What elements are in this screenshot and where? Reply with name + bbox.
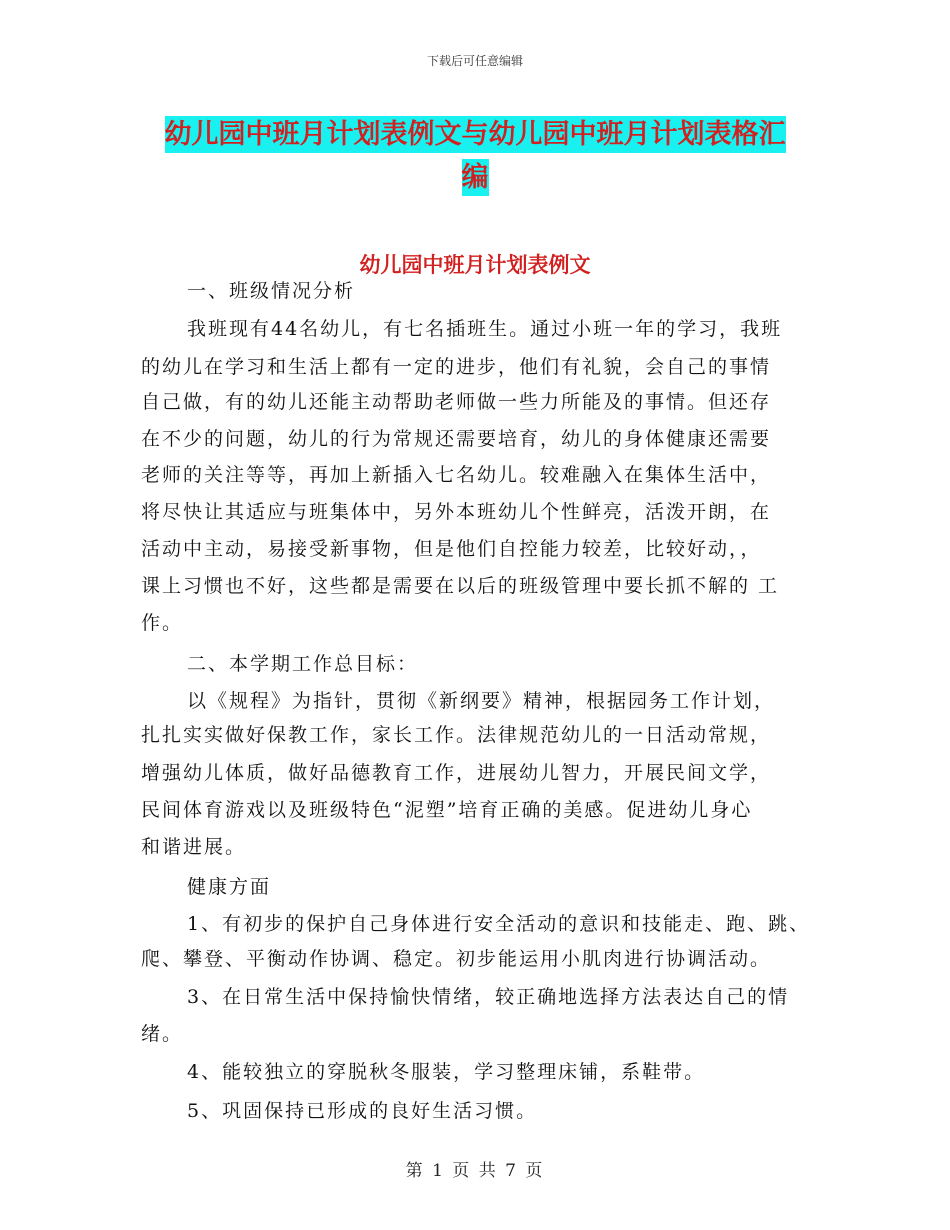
- paragraph-line: 老师的关注等等，再加上新插入七名幼儿。较难融入在集体生活中，: [141, 464, 772, 486]
- list-item: 4、能较独立的穿脱秋冬服装，学习整理床铺，系鞋带。: [187, 1061, 706, 1083]
- paragraph-line: 作。: [141, 612, 184, 634]
- page-header: 下载后可任意编辑: [426, 54, 523, 68]
- section-title: 幼儿园中班月计划表例文: [359, 253, 591, 277]
- subsection-heading: 健康方面: [187, 876, 272, 898]
- paragraph-line: 扎扎实实做好保教工作，家长工作。法律规范幼儿的一日活动常规，: [141, 724, 772, 746]
- paragraph-line: 和谐进展。: [141, 836, 247, 858]
- document-title-continued: [0, 155, 950, 194]
- paragraph-line: 课上习惯也不好，这些都是需要在以后的班级管理中要长抓不解的 工: [141, 575, 780, 597]
- list-item: 3、在日常生活中保持愉快情绪，较正确地选择方法表达自己的情: [187, 986, 790, 1008]
- list-item: 5、巩固保持已形成的良好生活习惯。: [187, 1100, 538, 1122]
- paragraph-line: 以《规程》为指针，贯彻《新纲要》精神，根据园务工作计划，: [187, 690, 776, 712]
- paragraph-line: 民间体育游戏以及班级特色“泥塑”培育正确的美感。促进幼儿身心: [141, 799, 753, 821]
- section-heading: 一、班级情况分析: [187, 280, 356, 302]
- paragraph-line: 的幼儿在学习和生活上都有一定的进步，他们有礼貌，会自己的事情: [141, 356, 772, 378]
- page-footer: 第 1 页 共 7 页: [405, 1161, 545, 1181]
- document-title: [0, 112, 950, 151]
- list-item: 1、有初步的保护自己身体进行安全活动的意识和技能走、跑、跳、: [187, 913, 811, 935]
- list-item-continued: 爬、攀登、平衡动作协调、稳定。初步能运用小肌肉进行协调活动。: [141, 948, 772, 970]
- section-heading: 二、本学期工作总目标：: [187, 653, 419, 675]
- paragraph-line: 活动中主动，易接受新事物，但是他们自控能力较差，比较好动，，: [141, 538, 762, 560]
- document-title-line-1: 幼儿园中班月计划表例文与幼儿园中班月计划表格汇: [165, 116, 786, 153]
- paragraph-line: 我班现有44名幼儿，有七名插班生。通过小班一年的学习，我班: [187, 318, 783, 340]
- paragraph-line: 在不少的问题，幼儿的行为常规还需要培育，幼儿的身体健康还需要: [141, 428, 772, 450]
- document-title-line-2: 编: [462, 159, 489, 196]
- paragraph-line: 将尽快让其适应与班集体中，另外本班幼儿个性鲜亮，活泼开朗，在: [141, 501, 772, 523]
- paragraph-line: 增强幼儿体质，做好品德教育工作，进展幼儿智力，开展民间文学，: [141, 762, 772, 784]
- paragraph-line: 自己做，有的幼儿还能主动帮助老师做一些力所能及的事情。但还存: [141, 391, 772, 413]
- list-item-continued: 绪。: [141, 1023, 184, 1045]
